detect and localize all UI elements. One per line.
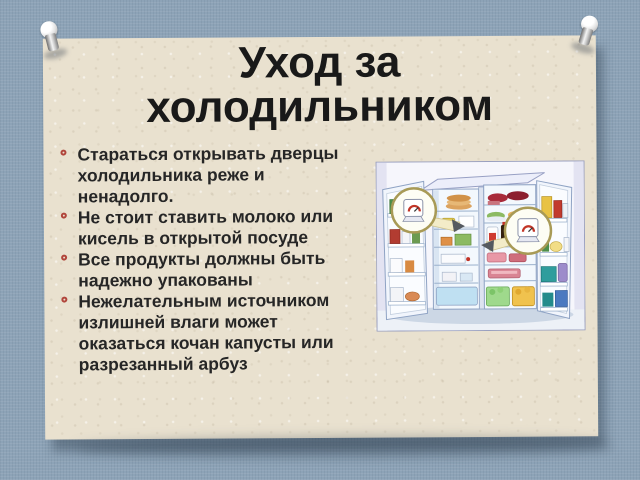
list-item-text: Все продукты должны быть надежно упакованы — [78, 247, 326, 291]
list-item — [60, 248, 342, 292]
slide-title: Уход за холодильником — [146, 37, 494, 133]
list-item-text: Нежелательным источником излишней влаги может оказаться кочан капусты или разрезанный арбуз — [78, 289, 334, 375]
list-item-text: Не стоит ставить молоко или кисель в открытой посуде — [77, 205, 334, 249]
pushpin-icon — [36, 19, 67, 61]
circle-bullet-icon — [61, 213, 67, 219]
list-item — [59, 143, 341, 208]
freezer-compartment — [433, 189, 480, 309]
refrigerator-figure — [376, 160, 586, 331]
pushpin-barrel — [578, 27, 593, 46]
thermostat-dial-icon — [403, 199, 424, 221]
circle-bullet-icon — [61, 297, 67, 303]
circle-bullet-icon — [61, 255, 67, 261]
list-item — [60, 290, 343, 376]
bullet-list — [59, 143, 342, 376]
refrigerator-illustration — [376, 160, 586, 331]
circle-bullet-icon — [60, 150, 66, 156]
thermostat-dial-icon — [517, 219, 539, 242]
slide-paper — [43, 35, 598, 439]
pushpin-barrel — [44, 33, 59, 52]
list-item — [60, 206, 342, 250]
list-item-text: Стараться открывать дверцы холодильника реже и ненадолго. — [77, 142, 339, 207]
pushpin-icon — [570, 13, 602, 56]
